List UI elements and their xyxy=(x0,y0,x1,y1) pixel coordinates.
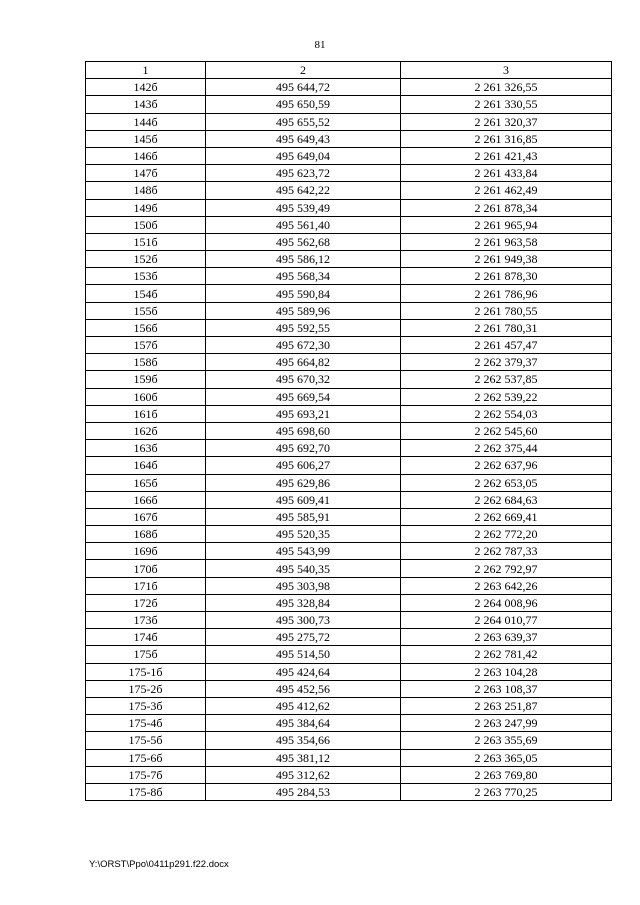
y-coordinate-cell: 2 262 787,33 xyxy=(401,543,612,560)
table-row xyxy=(86,319,612,336)
table-row xyxy=(86,96,612,113)
column-header-3: 3 xyxy=(401,62,612,79)
point-id-cell: 156б xyxy=(86,319,206,336)
x-coordinate-cell: 495 412,62 xyxy=(206,697,401,714)
point-id-cell: 165б xyxy=(86,474,206,491)
x-coordinate-cell: 495 543,99 xyxy=(206,543,401,560)
table-row xyxy=(86,629,612,646)
table-row xyxy=(86,526,612,543)
point-id-cell: 145б xyxy=(86,130,206,147)
x-coordinate-cell: 495 354,66 xyxy=(206,732,401,749)
x-coordinate-cell: 495 670,32 xyxy=(206,371,401,388)
x-coordinate-cell: 495 609,41 xyxy=(206,491,401,508)
y-coordinate-cell: 2 261 878,34 xyxy=(401,199,612,216)
x-coordinate-cell: 495 275,72 xyxy=(206,629,401,646)
table-row xyxy=(86,474,612,491)
table-row xyxy=(86,783,612,800)
y-coordinate-cell: 2 261 786,96 xyxy=(401,285,612,302)
y-coordinate-cell: 2 261 433,84 xyxy=(401,165,612,182)
table-row xyxy=(86,285,612,302)
point-id-cell: 162б xyxy=(86,422,206,439)
y-coordinate-cell: 2 261 462,49 xyxy=(401,182,612,199)
point-id-cell: 149б xyxy=(86,199,206,216)
y-coordinate-cell: 2 263 769,80 xyxy=(401,766,612,783)
point-id-cell: 175-8б xyxy=(86,783,206,800)
table-row xyxy=(86,233,612,250)
y-coordinate-cell: 2 263 770,25 xyxy=(401,783,612,800)
table-row xyxy=(86,147,612,164)
point-id-cell: 142б xyxy=(86,79,206,96)
table-row xyxy=(86,491,612,508)
y-coordinate-cell: 2 262 684,63 xyxy=(401,491,612,508)
y-coordinate-cell: 2 262 792,97 xyxy=(401,560,612,577)
y-coordinate-cell: 2 261 326,55 xyxy=(401,79,612,96)
y-coordinate-cell: 2 262 669,41 xyxy=(401,508,612,525)
y-coordinate-cell: 2 261 780,31 xyxy=(401,319,612,336)
table-row xyxy=(86,680,612,697)
x-coordinate-cell: 495 642,22 xyxy=(206,182,401,199)
table-header xyxy=(86,62,612,79)
x-coordinate-cell: 495 669,54 xyxy=(206,388,401,405)
x-coordinate-cell: 495 693,21 xyxy=(206,405,401,422)
y-coordinate-cell: 2 261 320,37 xyxy=(401,113,612,130)
point-id-cell: 164б xyxy=(86,457,206,474)
point-id-cell: 173б xyxy=(86,612,206,629)
x-coordinate-cell: 495 539,49 xyxy=(206,199,401,216)
x-coordinate-cell: 495 568,34 xyxy=(206,268,401,285)
x-coordinate-cell: 495 424,64 xyxy=(206,663,401,680)
table-body xyxy=(86,79,612,801)
y-coordinate-cell: 2 261 421,43 xyxy=(401,147,612,164)
table-row xyxy=(86,422,612,439)
page-number: 81 xyxy=(314,39,326,51)
point-id-cell: 159б xyxy=(86,371,206,388)
y-coordinate-cell: 2 262 537,85 xyxy=(401,371,612,388)
y-coordinate-cell: 2 262 545,60 xyxy=(401,422,612,439)
point-id-cell: 160б xyxy=(86,388,206,405)
table-row xyxy=(86,165,612,182)
table-row xyxy=(86,354,612,371)
y-coordinate-cell: 2 261 878,30 xyxy=(401,268,612,285)
table-row xyxy=(86,371,612,388)
point-id-cell: 148б xyxy=(86,182,206,199)
column-header-2: 2 xyxy=(206,62,401,79)
table-row xyxy=(86,113,612,130)
point-id-cell: 175б xyxy=(86,646,206,663)
point-id-cell: 175-4б xyxy=(86,715,206,732)
y-coordinate-cell: 2 261 457,47 xyxy=(401,337,612,354)
x-coordinate-cell: 495 381,12 xyxy=(206,749,401,766)
x-coordinate-cell: 495 649,04 xyxy=(206,147,401,164)
table-row xyxy=(86,268,612,285)
y-coordinate-cell: 2 262 375,44 xyxy=(401,440,612,457)
point-id-cell: 175-3б xyxy=(86,697,206,714)
x-coordinate-cell: 495 562,68 xyxy=(206,233,401,250)
y-coordinate-cell: 2 263 247,99 xyxy=(401,715,612,732)
table-row xyxy=(86,79,612,96)
table-row xyxy=(86,337,612,354)
x-coordinate-cell: 495 586,12 xyxy=(206,251,401,268)
y-coordinate-cell: 2 263 104,28 xyxy=(401,663,612,680)
y-coordinate-cell: 2 264 010,77 xyxy=(401,612,612,629)
x-coordinate-cell: 495 561,40 xyxy=(206,216,401,233)
point-id-cell: 169б xyxy=(86,543,206,560)
coordinates-table xyxy=(85,61,612,801)
x-coordinate-cell: 495 303,98 xyxy=(206,577,401,594)
x-coordinate-cell: 495 692,70 xyxy=(206,440,401,457)
y-coordinate-cell: 2 262 781,42 xyxy=(401,646,612,663)
y-coordinate-cell: 2 262 772,20 xyxy=(401,526,612,543)
table-row xyxy=(86,577,612,594)
x-coordinate-cell: 495 300,73 xyxy=(206,612,401,629)
point-id-cell: 175-6б xyxy=(86,749,206,766)
point-id-cell: 175-2б xyxy=(86,680,206,697)
table-row xyxy=(86,543,612,560)
point-id-cell: 154б xyxy=(86,285,206,302)
point-id-cell: 166б xyxy=(86,491,206,508)
table-row xyxy=(86,749,612,766)
point-id-cell: 143б xyxy=(86,96,206,113)
x-coordinate-cell: 495 589,96 xyxy=(206,302,401,319)
x-coordinate-cell: 495 606,27 xyxy=(206,457,401,474)
y-coordinate-cell: 2 262 637,96 xyxy=(401,457,612,474)
point-id-cell: 170б xyxy=(86,560,206,577)
x-coordinate-cell: 495 649,43 xyxy=(206,130,401,147)
point-id-cell: 155б xyxy=(86,302,206,319)
point-id-cell: 147б xyxy=(86,165,206,182)
point-id-cell: 153б xyxy=(86,268,206,285)
point-id-cell: 161б xyxy=(86,405,206,422)
table-row xyxy=(86,646,612,663)
y-coordinate-cell: 2 261 949,38 xyxy=(401,251,612,268)
table-row xyxy=(86,251,612,268)
x-coordinate-cell: 495 650,59 xyxy=(206,96,401,113)
x-coordinate-cell: 495 672,30 xyxy=(206,337,401,354)
point-id-cell: 175-1б xyxy=(86,663,206,680)
point-id-cell: 163б xyxy=(86,440,206,457)
x-coordinate-cell: 495 284,53 xyxy=(206,783,401,800)
point-id-cell: 175-5б xyxy=(86,732,206,749)
table-row xyxy=(86,440,612,457)
table-row xyxy=(86,732,612,749)
x-coordinate-cell: 495 592,55 xyxy=(206,319,401,336)
x-coordinate-cell: 495 585,91 xyxy=(206,508,401,525)
x-coordinate-cell: 495 384,64 xyxy=(206,715,401,732)
point-id-cell: 144б xyxy=(86,113,206,130)
table-row xyxy=(86,130,612,147)
y-coordinate-cell: 2 262 539,22 xyxy=(401,388,612,405)
point-id-cell: 152б xyxy=(86,251,206,268)
point-id-cell: 168б xyxy=(86,526,206,543)
table-row xyxy=(86,715,612,732)
point-id-cell: 150б xyxy=(86,216,206,233)
table-row xyxy=(86,457,612,474)
table-header-row xyxy=(86,62,612,79)
y-coordinate-cell: 2 261 330,55 xyxy=(401,96,612,113)
x-coordinate-cell: 495 514,50 xyxy=(206,646,401,663)
y-coordinate-cell: 2 263 355,69 xyxy=(401,732,612,749)
x-coordinate-cell: 495 664,82 xyxy=(206,354,401,371)
x-coordinate-cell: 495 655,52 xyxy=(206,113,401,130)
point-id-cell: 175-7б xyxy=(86,766,206,783)
x-coordinate-cell: 495 328,84 xyxy=(206,594,401,611)
table-row xyxy=(86,560,612,577)
x-coordinate-cell: 495 452,56 xyxy=(206,680,401,697)
point-id-cell: 174б xyxy=(86,629,206,646)
x-coordinate-cell: 495 644,72 xyxy=(206,79,401,96)
y-coordinate-cell: 2 263 639,37 xyxy=(401,629,612,646)
y-coordinate-cell: 2 261 780,55 xyxy=(401,302,612,319)
point-id-cell: 167б xyxy=(86,508,206,525)
y-coordinate-cell: 2 264 008,96 xyxy=(401,594,612,611)
table-row xyxy=(86,766,612,783)
y-coordinate-cell: 2 262 653,05 xyxy=(401,474,612,491)
x-coordinate-cell: 495 520,35 xyxy=(206,526,401,543)
footer-file-path: Y:\ORST\Ppo\0411p291.f22.docx xyxy=(89,859,229,870)
y-coordinate-cell: 2 263 108,37 xyxy=(401,680,612,697)
point-id-cell: 151б xyxy=(86,233,206,250)
x-coordinate-cell: 495 312,62 xyxy=(206,766,401,783)
point-id-cell: 171б xyxy=(86,577,206,594)
x-coordinate-cell: 495 623,72 xyxy=(206,165,401,182)
point-id-cell: 146б xyxy=(86,147,206,164)
y-coordinate-cell: 2 261 316,85 xyxy=(401,130,612,147)
point-id-cell: 157б xyxy=(86,337,206,354)
table-row xyxy=(86,612,612,629)
table-row xyxy=(86,216,612,233)
table-row xyxy=(86,388,612,405)
y-coordinate-cell: 2 262 379,37 xyxy=(401,354,612,371)
y-coordinate-cell: 2 261 965,94 xyxy=(401,216,612,233)
y-coordinate-cell: 2 262 554,03 xyxy=(401,405,612,422)
x-coordinate-cell: 495 540,35 xyxy=(206,560,401,577)
y-coordinate-cell: 2 263 365,05 xyxy=(401,749,612,766)
y-coordinate-cell: 2 261 963,58 xyxy=(401,233,612,250)
table-row xyxy=(86,697,612,714)
y-coordinate-cell: 2 263 251,87 xyxy=(401,697,612,714)
column-header-1: 1 xyxy=(86,62,206,79)
table-row xyxy=(86,302,612,319)
table-row xyxy=(86,594,612,611)
x-coordinate-cell: 495 698,60 xyxy=(206,422,401,439)
table-row xyxy=(86,663,612,680)
table-row xyxy=(86,508,612,525)
table-row xyxy=(86,405,612,422)
table-row xyxy=(86,182,612,199)
x-coordinate-cell: 495 590,84 xyxy=(206,285,401,302)
point-id-cell: 158б xyxy=(86,354,206,371)
x-coordinate-cell: 495 629,86 xyxy=(206,474,401,491)
y-coordinate-cell: 2 263 642,26 xyxy=(401,577,612,594)
table-row xyxy=(86,199,612,216)
point-id-cell: 172б xyxy=(86,594,206,611)
